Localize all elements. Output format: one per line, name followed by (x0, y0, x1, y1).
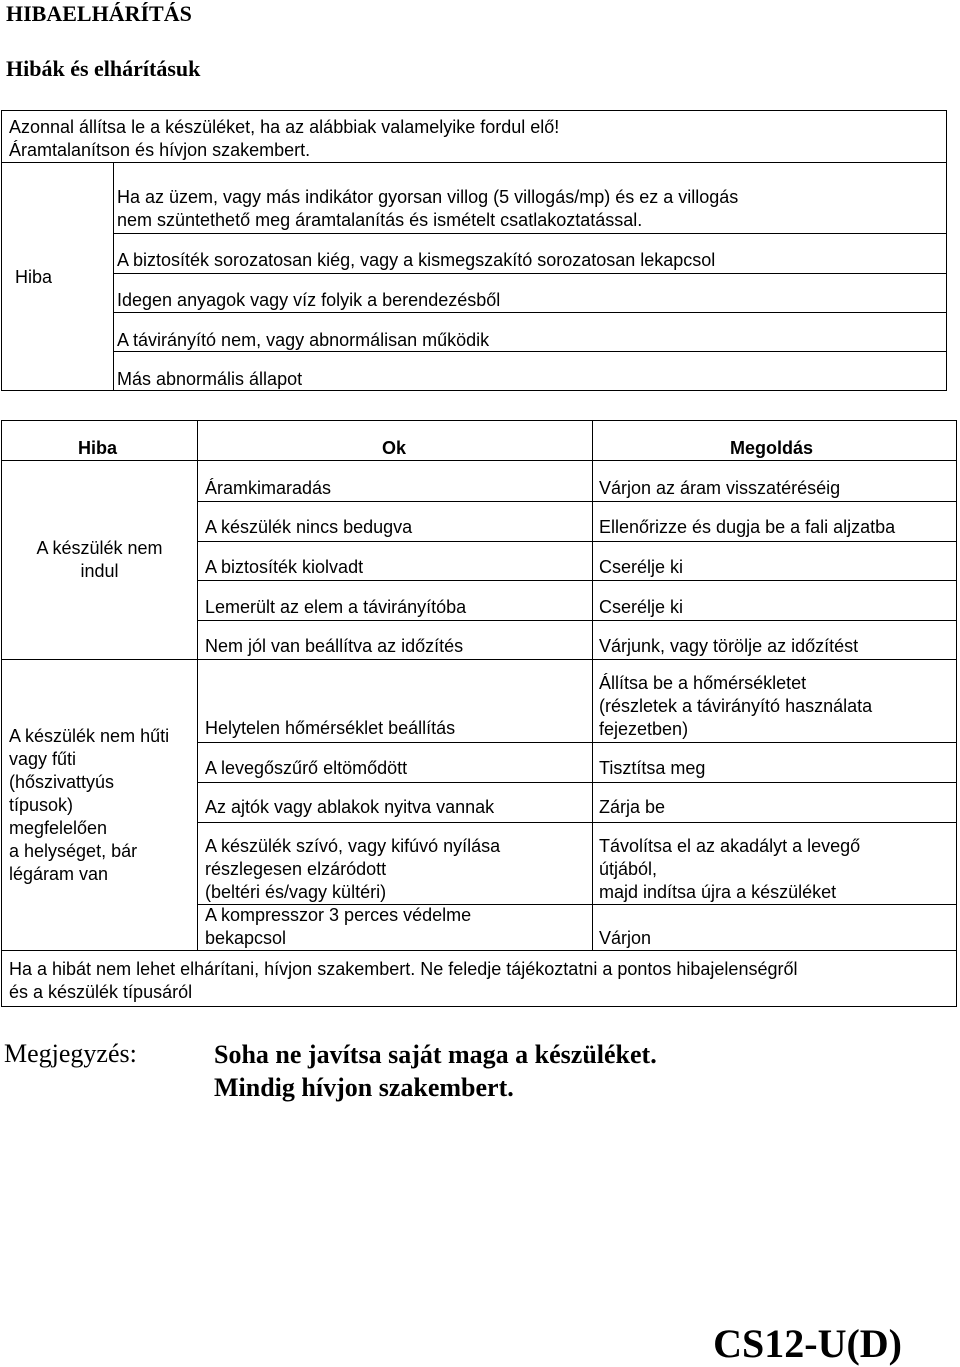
solution-cell: Cserélje ki (599, 557, 684, 577)
warning-item: Más abnormális állapot (117, 369, 303, 389)
warning-row-label: Hiba (15, 267, 53, 287)
solution-cell: Állítsa be a hőmérsékletet (részletek a távirányító használata fejezetben) (599, 673, 873, 739)
table-column-divider (592, 420, 593, 950)
fault-cell: A készülék nem indul (36, 538, 163, 581)
solution-cell: Cserélje ki (599, 597, 684, 617)
warning-item: A távirányító nem, vagy abnormálisan működik (117, 330, 490, 350)
page-subtitle: Hibák és elhárításuk (6, 56, 201, 81)
table-row-divider (197, 822, 957, 823)
note-label: Megjegyzés: (4, 1039, 137, 1068)
cause-cell: A levegőszűrő eltömődött (205, 758, 408, 778)
cause-cell: A készülék nincs bedugva (205, 517, 413, 537)
cause-cell: Áramkimaradás (205, 478, 332, 498)
warning-intro: Azonnal állítsa le a készüléket, ha az alábbiak valamelyike fordul elő! Áramtalanítson és hívjon szakembert. (9, 117, 560, 160)
table-row-divider (197, 620, 957, 621)
header-fault: Hiba (78, 438, 118, 458)
warning-divider (1, 162, 947, 163)
table-row-divider (197, 541, 957, 542)
table-column-divider (197, 420, 198, 950)
table-row-divider (197, 742, 957, 743)
cause-cell: Helytelen hőmérséklet beállítás (205, 718, 456, 738)
warning-row-divider (113, 312, 947, 313)
warning-column-divider (113, 162, 114, 391)
page-title: HIBAELHÁRÍTÁS (6, 1, 192, 26)
cause-cell: Nem jól van beállítva az időzítés (205, 636, 464, 656)
model-code: CS12-U(D) (713, 1321, 902, 1366)
solution-cell: Várjon (599, 928, 652, 948)
solution-cell: Tisztítsa meg (599, 758, 706, 778)
table-footer-note: Ha a hibát nem lehet elhárítani, hívjon szakembert. Ne feledje tájékoztatni a pontos hibajelenségről és a készülék típusáról (9, 959, 798, 1002)
table-row-divider (197, 501, 957, 502)
solution-cell: Távolítsa el az akadályt a levegő útjából, majd indítsa újra a készüléket (599, 836, 861, 902)
header-solution: Megoldás (730, 438, 814, 458)
warning-row-divider (113, 233, 947, 234)
cause-cell: A készülék szívó, vagy kifúvó nyílása részlegesen elzáródott (beltéri és/vagy kültéri) (205, 836, 501, 902)
solution-cell: Zárja be (599, 797, 666, 817)
warning-item: Ha az üzem, vagy más indikátor gyorsan villog (5 villogás/mp) és ez a villogás nem szüntethető meg áramtalanítás és ismételt csatlakoztatással. (117, 187, 739, 230)
fault-cell: A készülék nem hűti vagy fűti (hőszivattyús típusok) megfelelően a helységet, bár légáram van (9, 726, 170, 884)
warning-row-divider (113, 273, 947, 274)
header-cause: Ok (382, 438, 407, 458)
table-row-divider (197, 580, 957, 581)
note-text: Soha ne javítsa saját maga a készüléket. Mindig hívjon szakembert. (214, 1040, 657, 1102)
table-header-divider (1, 460, 957, 461)
cause-cell: A kompresszor 3 perces védelme bekapcsol (205, 905, 472, 948)
warning-item: Idegen anyagok vagy víz folyik a berendezésből (117, 290, 501, 310)
table-group-divider (1, 659, 957, 660)
table-row-divider (197, 782, 957, 783)
cause-cell: A biztosíték kiolvadt (205, 557, 364, 577)
table-footer-divider (1, 950, 957, 951)
solution-cell: Várjunk, vagy törölje az időzítést (599, 636, 859, 656)
solution-cell: Ellenőrizze és dugja be a fali aljzatba (599, 517, 896, 537)
solution-cell: Várjon az áram visszatéréséig (599, 478, 841, 498)
cause-cell: Az ajtók vagy ablakok nyitva vannak (205, 797, 495, 817)
cause-cell: Lemerült az elem a távirányítóba (205, 597, 467, 617)
warning-item: A biztosíték sorozatosan kiég, vagy a kismegszakító sorozatosan lekapcsol (117, 250, 716, 270)
